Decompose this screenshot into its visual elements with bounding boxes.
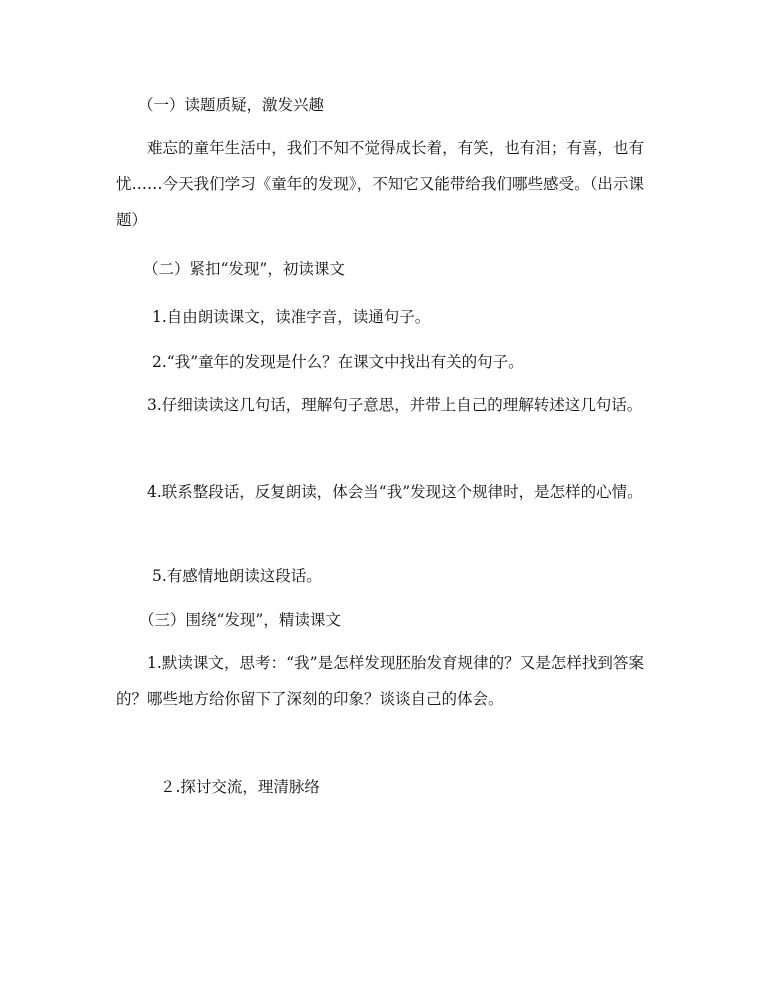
section2-item-1: 1.自由朗读课文，读准字音，读通句子。 — [152, 308, 431, 326]
section2-item-2: 2.“我”童年的发现是什么？在课文中找出有关的句子。 — [152, 353, 524, 371]
section3-item-1: 1.默读课文，思考：“我”是怎样发现胚胎发育规律的？又是怎样找到答案的？哪些地方给你留下了深刻的印象？谈谈自己的体会。 — [116, 654, 644, 708]
section2-item-5: 5.有感情地朗读这段话。 — [152, 567, 322, 585]
section3-heading: （三）围绕“发现”，精读课文 — [139, 611, 341, 629]
section1-heading: （一）读题质疑，激发兴趣 — [138, 96, 325, 114]
section3-item-2: ２.探讨交流，理清脉络 — [160, 778, 320, 796]
section2-item-3: 3.仔细读读这几句话，理解句子意思，并带上自己的理解转述这几句话。 — [147, 396, 643, 414]
section2-heading: （二）紧扣“发现”，初读课文 — [143, 260, 345, 278]
section1-paragraph: 难忘的童年生活中，我们不知不觉得成长着，有笑，也有泪；有喜，也有忧……今天我们学习《童年的发现》，不知它又能带给我们哪些感受。（出示课题） — [116, 139, 644, 229]
section2-item-4: 4.联系整段话，反复朗读，体会当“我”发现这个规律时，是怎样的心情。 — [147, 483, 643, 501]
